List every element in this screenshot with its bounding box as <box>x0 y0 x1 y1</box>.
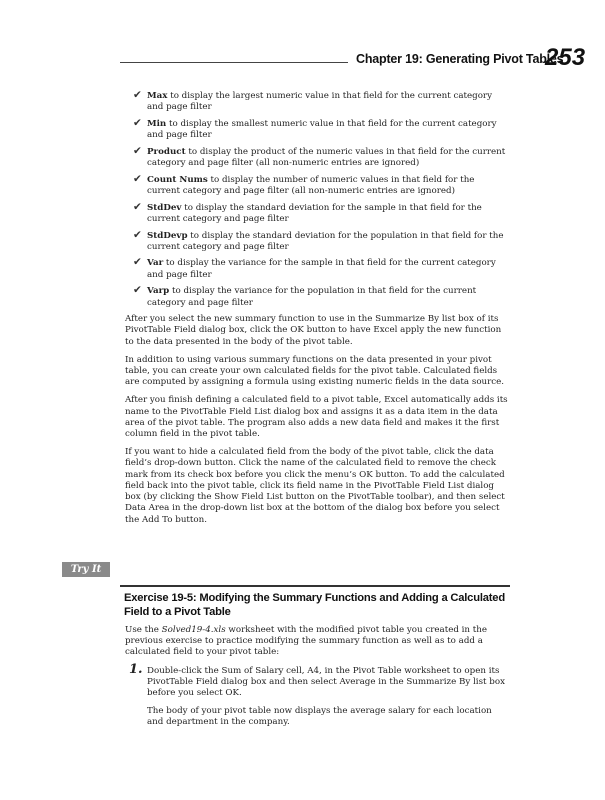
checkmark-icon: ✔ <box>133 228 142 241</box>
body-paragraph: In addition to using various summary functions on the data presented in your pivot table, you can create your own calculated fields for the pivot table. Calculated fields are computed by assigning a formula using existing numeric fields in the data source. <box>125 354 505 388</box>
checkmark-icon: ✔ <box>133 172 142 185</box>
function-description: to display the standard deviation for the sample in that field for the current category and page filter <box>147 202 482 224</box>
exercise-step <box>125 661 510 729</box>
checkmark-icon: ✔ <box>133 256 142 269</box>
body-paragraph: After you finish defining a calculated field to a pivot table, Excel automatically adds its name to the PivotTable Field List dialog box and assigns it as a data item in the data area of the pivot table. The program also adds a new data field and makes it the first column field in the pivot table. <box>125 395 508 440</box>
file-name: Solved19-4.xls <box>161 625 226 635</box>
checkmark-icon: ✔ <box>133 89 142 101</box>
list-item <box>125 116 510 141</box>
function-name: Count Nums <box>147 174 208 185</box>
exercise-title: Exercise 19-5: Modifying the Summary Functions and Adding a Calculated Field to a Pivot Table <box>124 592 505 618</box>
list-item <box>125 144 510 169</box>
function-name: Max <box>147 91 168 101</box>
function-description: to display the product of the numeric values in that field for the current category and page filter (all non-numeric entries are ignored) <box>147 146 506 169</box>
function-name: Var <box>147 258 164 269</box>
list-item <box>125 172 510 197</box>
page-number: 253 <box>545 44 586 71</box>
try-it-badge: Try It <box>62 562 110 577</box>
list-item <box>125 228 510 253</box>
intro-text: worksheet with the modified pivot table you created in the previous exercise to practice modifying the summary function as well as to add a calculated field to your pivot table: <box>125 625 488 658</box>
intro-text: Use the <box>125 625 162 635</box>
function-description: to display the standard deviation for the population in that field for the current category and page filter <box>147 230 504 252</box>
function-description: to display the variance for the sample in that field for the current category and page filter <box>147 258 496 280</box>
checkmark-icon: ✔ <box>133 116 142 129</box>
function-name: Varp <box>147 286 170 297</box>
list-item <box>125 286 510 308</box>
function-name: Min <box>147 118 167 129</box>
list-item <box>125 258 510 280</box>
function-name: StdDev <box>147 202 182 213</box>
header-rule <box>120 62 348 63</box>
step-number: 1. <box>129 661 143 677</box>
function-description: to display the number of numeric values in that field for the current category and page filter (all non-numeric entries are ignored) <box>147 174 475 196</box>
function-description: to display the largest numeric value in that field for the current category and page filter <box>147 91 492 113</box>
step-text: Double-click the Sum of Salary cell, A4, in the Pivot Table worksheet to open its PivotTable Field dialog box and then select Average in the Summarize By list box before you select OK. <box>147 665 505 699</box>
function-name: Product <box>147 146 186 157</box>
body-paragraph: If you want to hide a calculated field from the body of the pivot table, click the data field’s drop-down button. Click the name of the calculated field to remove the check mark from its check box before you click the menu’s OK button. To add the calculated field back into the pivot table, click its field name in the PivotTable Field List dialog box (by clicking the Show Field List button on the PivotTable toolbar), and then select Data Area in the drop-down list box at the bottom of the dialog box before you select the Add To button. <box>125 447 505 525</box>
list-item <box>125 91 510 113</box>
body-paragraph: After you select the new summary function to use in the Summarize By list box of its PivotTable Field dialog box, click the OK button to have Excel apply the new function to the data presented in the body of the pivot table. <box>125 314 502 347</box>
chapter-title: Chapter 19: Generating Pivot Tables <box>356 52 564 66</box>
main-content <box>125 91 510 533</box>
checkmark-icon: ✔ <box>133 284 142 297</box>
function-name: StdDevp <box>147 230 188 241</box>
exercise-intro <box>125 625 510 659</box>
checkmark-icon: ✔ <box>133 200 142 213</box>
checkmark-icon: ✔ <box>133 144 142 157</box>
function-description: to display the smallest numeric value in that field for the current category and page filter <box>147 118 497 141</box>
exercise-body <box>125 625 510 729</box>
list-item <box>125 200 510 225</box>
step-result: The body of your pivot table now displays the average salary for each location and department in the company. <box>147 706 492 728</box>
exercise-box <box>120 585 510 736</box>
summary-function-list <box>125 91 510 309</box>
function-description: to display the variance for the population in that field for the current category and page filter <box>147 286 477 308</box>
